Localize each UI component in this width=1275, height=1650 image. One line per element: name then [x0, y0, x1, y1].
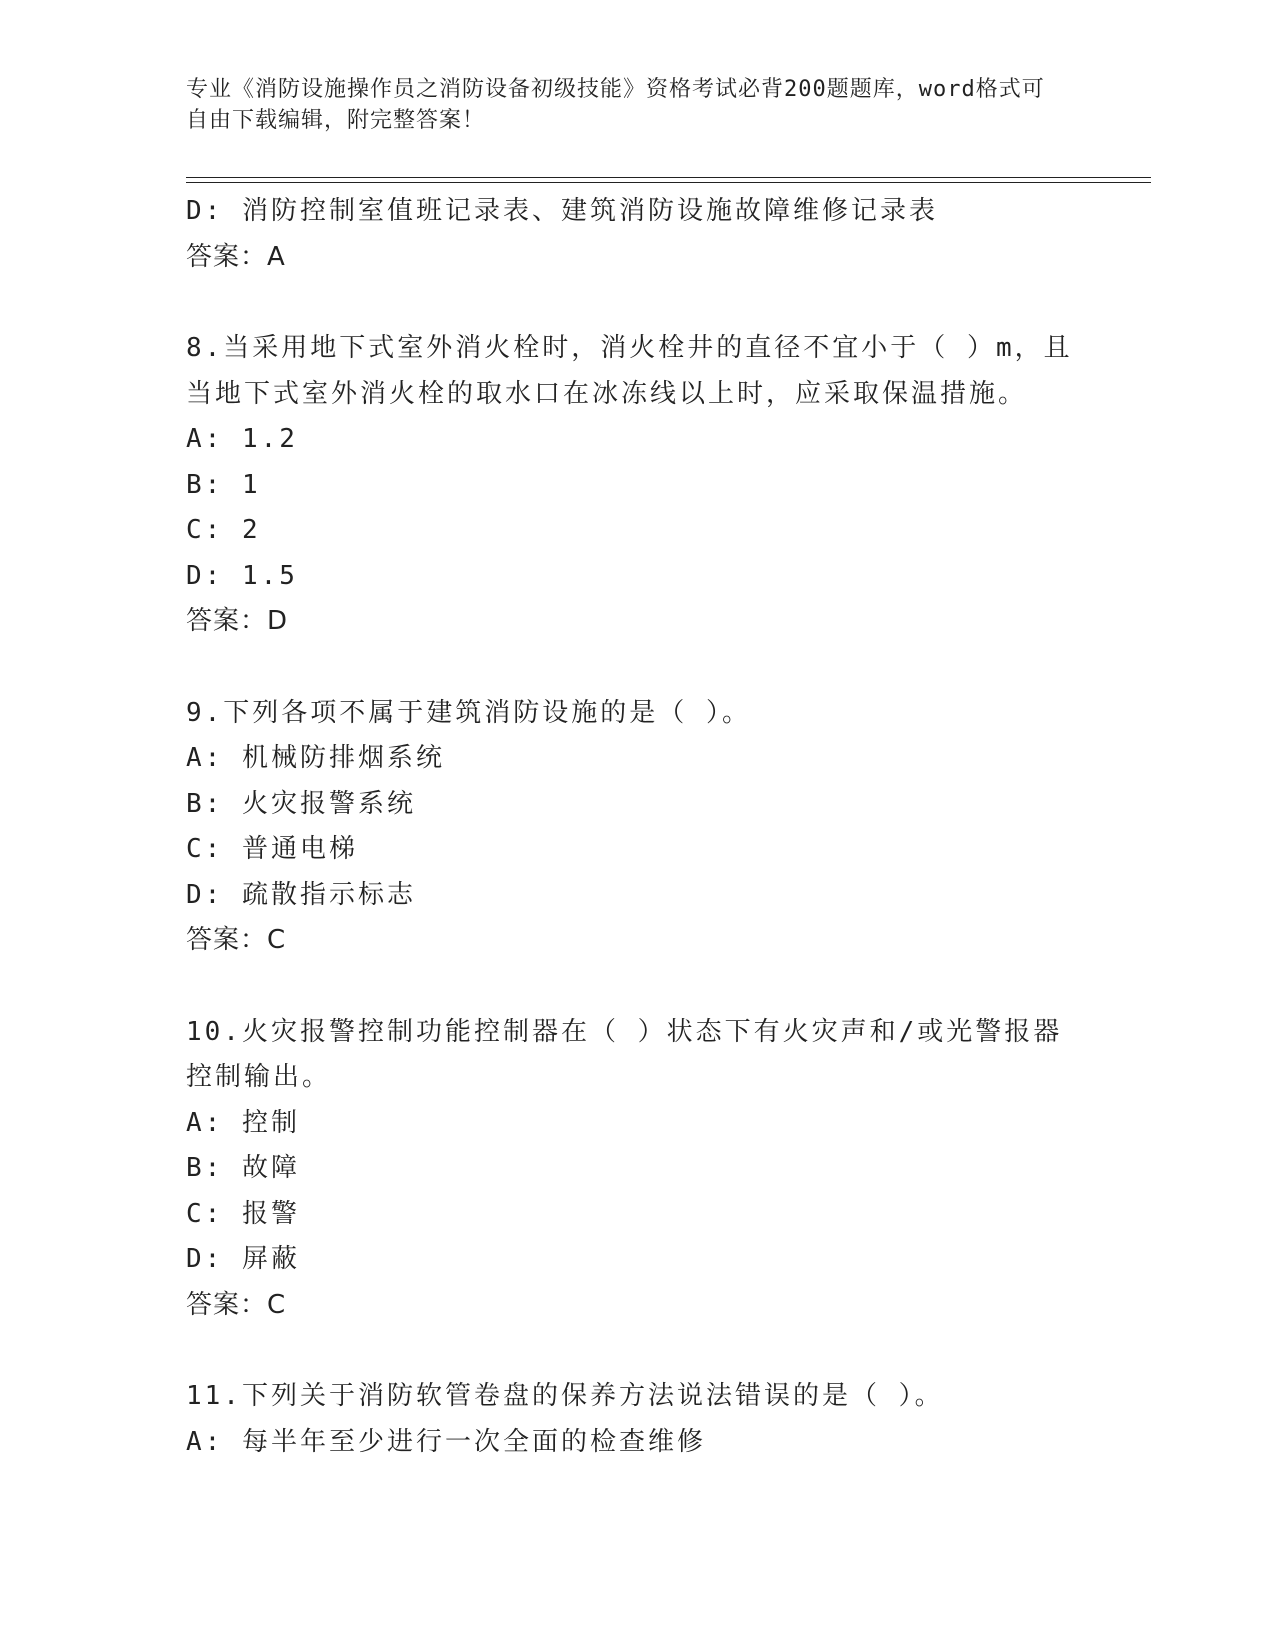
- option-d: D: 消防控制室值班记录表、建筑消防设施故障维修记录表: [186, 196, 938, 226]
- option-c: C: 报警: [186, 1198, 300, 1229]
- answer-label: 答案：C: [186, 1289, 287, 1320]
- option-a: A: 机械防排烟系统: [186, 743, 445, 773]
- option-a: A: 1.2: [186, 424, 298, 454]
- option-d: D: 疏散指示标志: [186, 879, 416, 910]
- header-divider-bottom: [186, 182, 1151, 183]
- question-11: [186, 1374, 1076, 1465]
- option-d: D: 1.5: [186, 560, 298, 591]
- answer-label: 答案：D: [186, 606, 289, 636]
- question-text: 11.下列关于消防软管卷盘的保养方法说法错误的是（ ）。: [186, 1381, 944, 1411]
- question-text: 9.下列各项不属于建筑消防设施的是（ ）。: [186, 697, 751, 728]
- question-8: [186, 326, 1076, 645]
- option-b: B: 火灾报警系统: [186, 788, 416, 819]
- option-b: B: 故障: [186, 1153, 300, 1183]
- option-d: D: 屏蔽: [186, 1244, 300, 1274]
- option-a: A: 控制: [186, 1107, 300, 1138]
- answer-label: 答案：C: [186, 925, 287, 955]
- question-list: [186, 189, 1076, 1465]
- header-divider-top: [186, 177, 1151, 178]
- option-c: C: 2: [186, 515, 261, 545]
- option-a: A: 每半年至少进行一次全面的检查维修: [186, 1426, 706, 1457]
- option-c: C: 普通电梯: [186, 834, 358, 864]
- question-text: 10.火灾报警控制功能控制器在（ ）状态下有火灾声和/或光警报器控制输出。: [186, 1016, 1063, 1092]
- question-9: [186, 691, 1076, 964]
- question-text: 8.当采用地下式室外消火栓时，消火栓井的直径不宜小于（ ）m，且当地下式室外消火栓的取水口在冰冻线以上时，应采取保温措施。: [186, 333, 1073, 409]
- option-b: B: 1: [186, 469, 261, 500]
- answer-label: 答案：A: [186, 241, 286, 272]
- question-10: [186, 1010, 1076, 1329]
- document-header: 专业《消防设施操作员之消防设备初级技能》资格考试必背200题题库，word格式可自由下载编辑，附完整答案！: [186, 77, 1045, 133]
